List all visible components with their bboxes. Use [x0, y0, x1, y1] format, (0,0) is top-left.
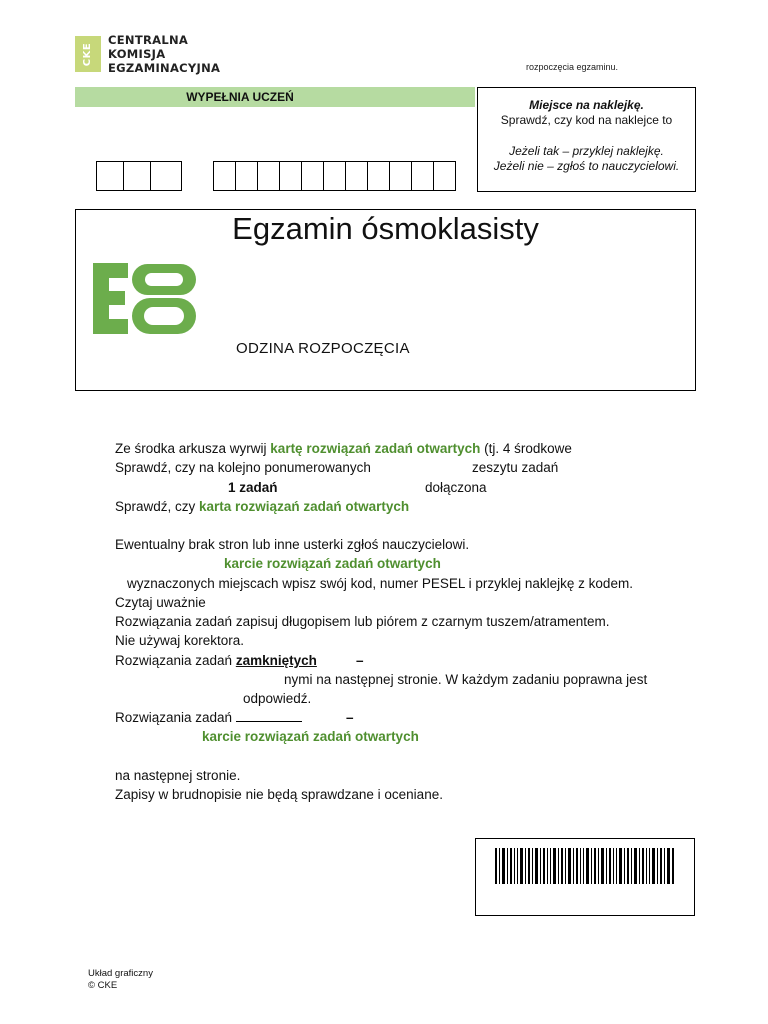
- instruction-15: karcie rozwiązań zadań otwartych: [202, 729, 419, 744]
- instruction-3b: dołączona: [425, 480, 487, 495]
- pesel-cell[interactable]: [213, 161, 236, 191]
- pesel-cell[interactable]: [235, 161, 258, 191]
- student-code-cells: [96, 161, 181, 191]
- instruction-10: Nie używaj korektora.: [115, 633, 245, 648]
- exam-title: Egzamin ósmoklasisty: [232, 211, 539, 246]
- instruction-17: Zapisy w brudnopisie nie będą sprawdzane i oceniane.: [115, 787, 443, 802]
- code-cell[interactable]: [123, 161, 151, 191]
- instruction-11: Rozwiązania zadań zamkniętych: [115, 653, 317, 668]
- instruction-11-dash: –: [356, 653, 364, 668]
- instruction-14-dash: –: [346, 710, 354, 725]
- sticker-placeholder: Miejsce na naklejkę. Sprawdź, czy kod na naklejce to Jeżeli tak – przyklej naklejkę. Jeżeli nie – zgłoś to nauczycielowi.: [477, 87, 696, 192]
- instruction-7: wyznaczonych miejscach wpisz swój kod, numer PESEL i przyklej naklejkę z kodem.: [127, 576, 633, 591]
- footer: Układ graficzny © CKE: [88, 968, 153, 991]
- instruction-2b: zeszytu zadań: [472, 460, 559, 475]
- fill-by-student-bar: WYPEŁNIA UCZEŃ: [75, 87, 475, 107]
- e8-logo: [92, 262, 198, 341]
- barcode-box: [475, 838, 695, 916]
- pesel-cell[interactable]: [367, 161, 390, 191]
- start-hour-label: ODZINA ROZPOCZĘCIA: [236, 340, 410, 357]
- instruction-16: na następnej stronie.: [115, 768, 241, 783]
- instruction-14: Rozwiązania zadań: [115, 708, 302, 727]
- pesel-cell[interactable]: [257, 161, 280, 191]
- instruction-6: karcie rozwiązań zadań otwartych: [224, 556, 441, 571]
- e8-logo-icon: [92, 262, 198, 336]
- instruction-9: Rozwiązania zadań zapisuj długopisem lub piórem z czarnym tuszem/atramentem.: [115, 614, 610, 629]
- pesel-cell[interactable]: [345, 161, 368, 191]
- pesel-cell[interactable]: [389, 161, 412, 191]
- code-cell[interactable]: [150, 161, 182, 191]
- top-note: rozpoczęcia egzaminu.: [526, 62, 619, 72]
- pesel-cell[interactable]: [323, 161, 346, 191]
- instruction-3: 1 zadań: [228, 480, 278, 495]
- code-cell[interactable]: [96, 161, 124, 191]
- barcode-icon: [495, 848, 675, 884]
- pesel-cell[interactable]: [301, 161, 324, 191]
- cke-logo-mark: CKE: [75, 36, 101, 72]
- cke-logo-text: CENTRALNA KOMISJA EGZAMINACYJNA: [108, 33, 221, 75]
- instruction-13: odpowiedź.: [243, 691, 312, 706]
- instruction-2: Sprawdź, czy na kolejno ponumerowanych: [115, 460, 371, 475]
- instruction-5: Ewentualny brak stron lub inne usterki zgłoś nauczycielowi.: [115, 537, 470, 552]
- instruction-4: Sprawdź, czy karta rozwiązań zadań otwartych: [115, 499, 410, 514]
- instruction-8: Czytaj uważnie: [115, 595, 206, 610]
- pesel-cell[interactable]: [433, 161, 456, 191]
- instruction-1: Ze środka arkusza wyrwij kartę rozwiązań zadań otwartych (tj. 4 środkowe: [115, 441, 572, 456]
- pesel-cell[interactable]: [279, 161, 302, 191]
- pesel-cell[interactable]: [411, 161, 434, 191]
- pesel-cells: [213, 161, 455, 191]
- instruction-12: nymi na następnej stronie. W każdym zadaniu poprawna jest: [284, 672, 648, 687]
